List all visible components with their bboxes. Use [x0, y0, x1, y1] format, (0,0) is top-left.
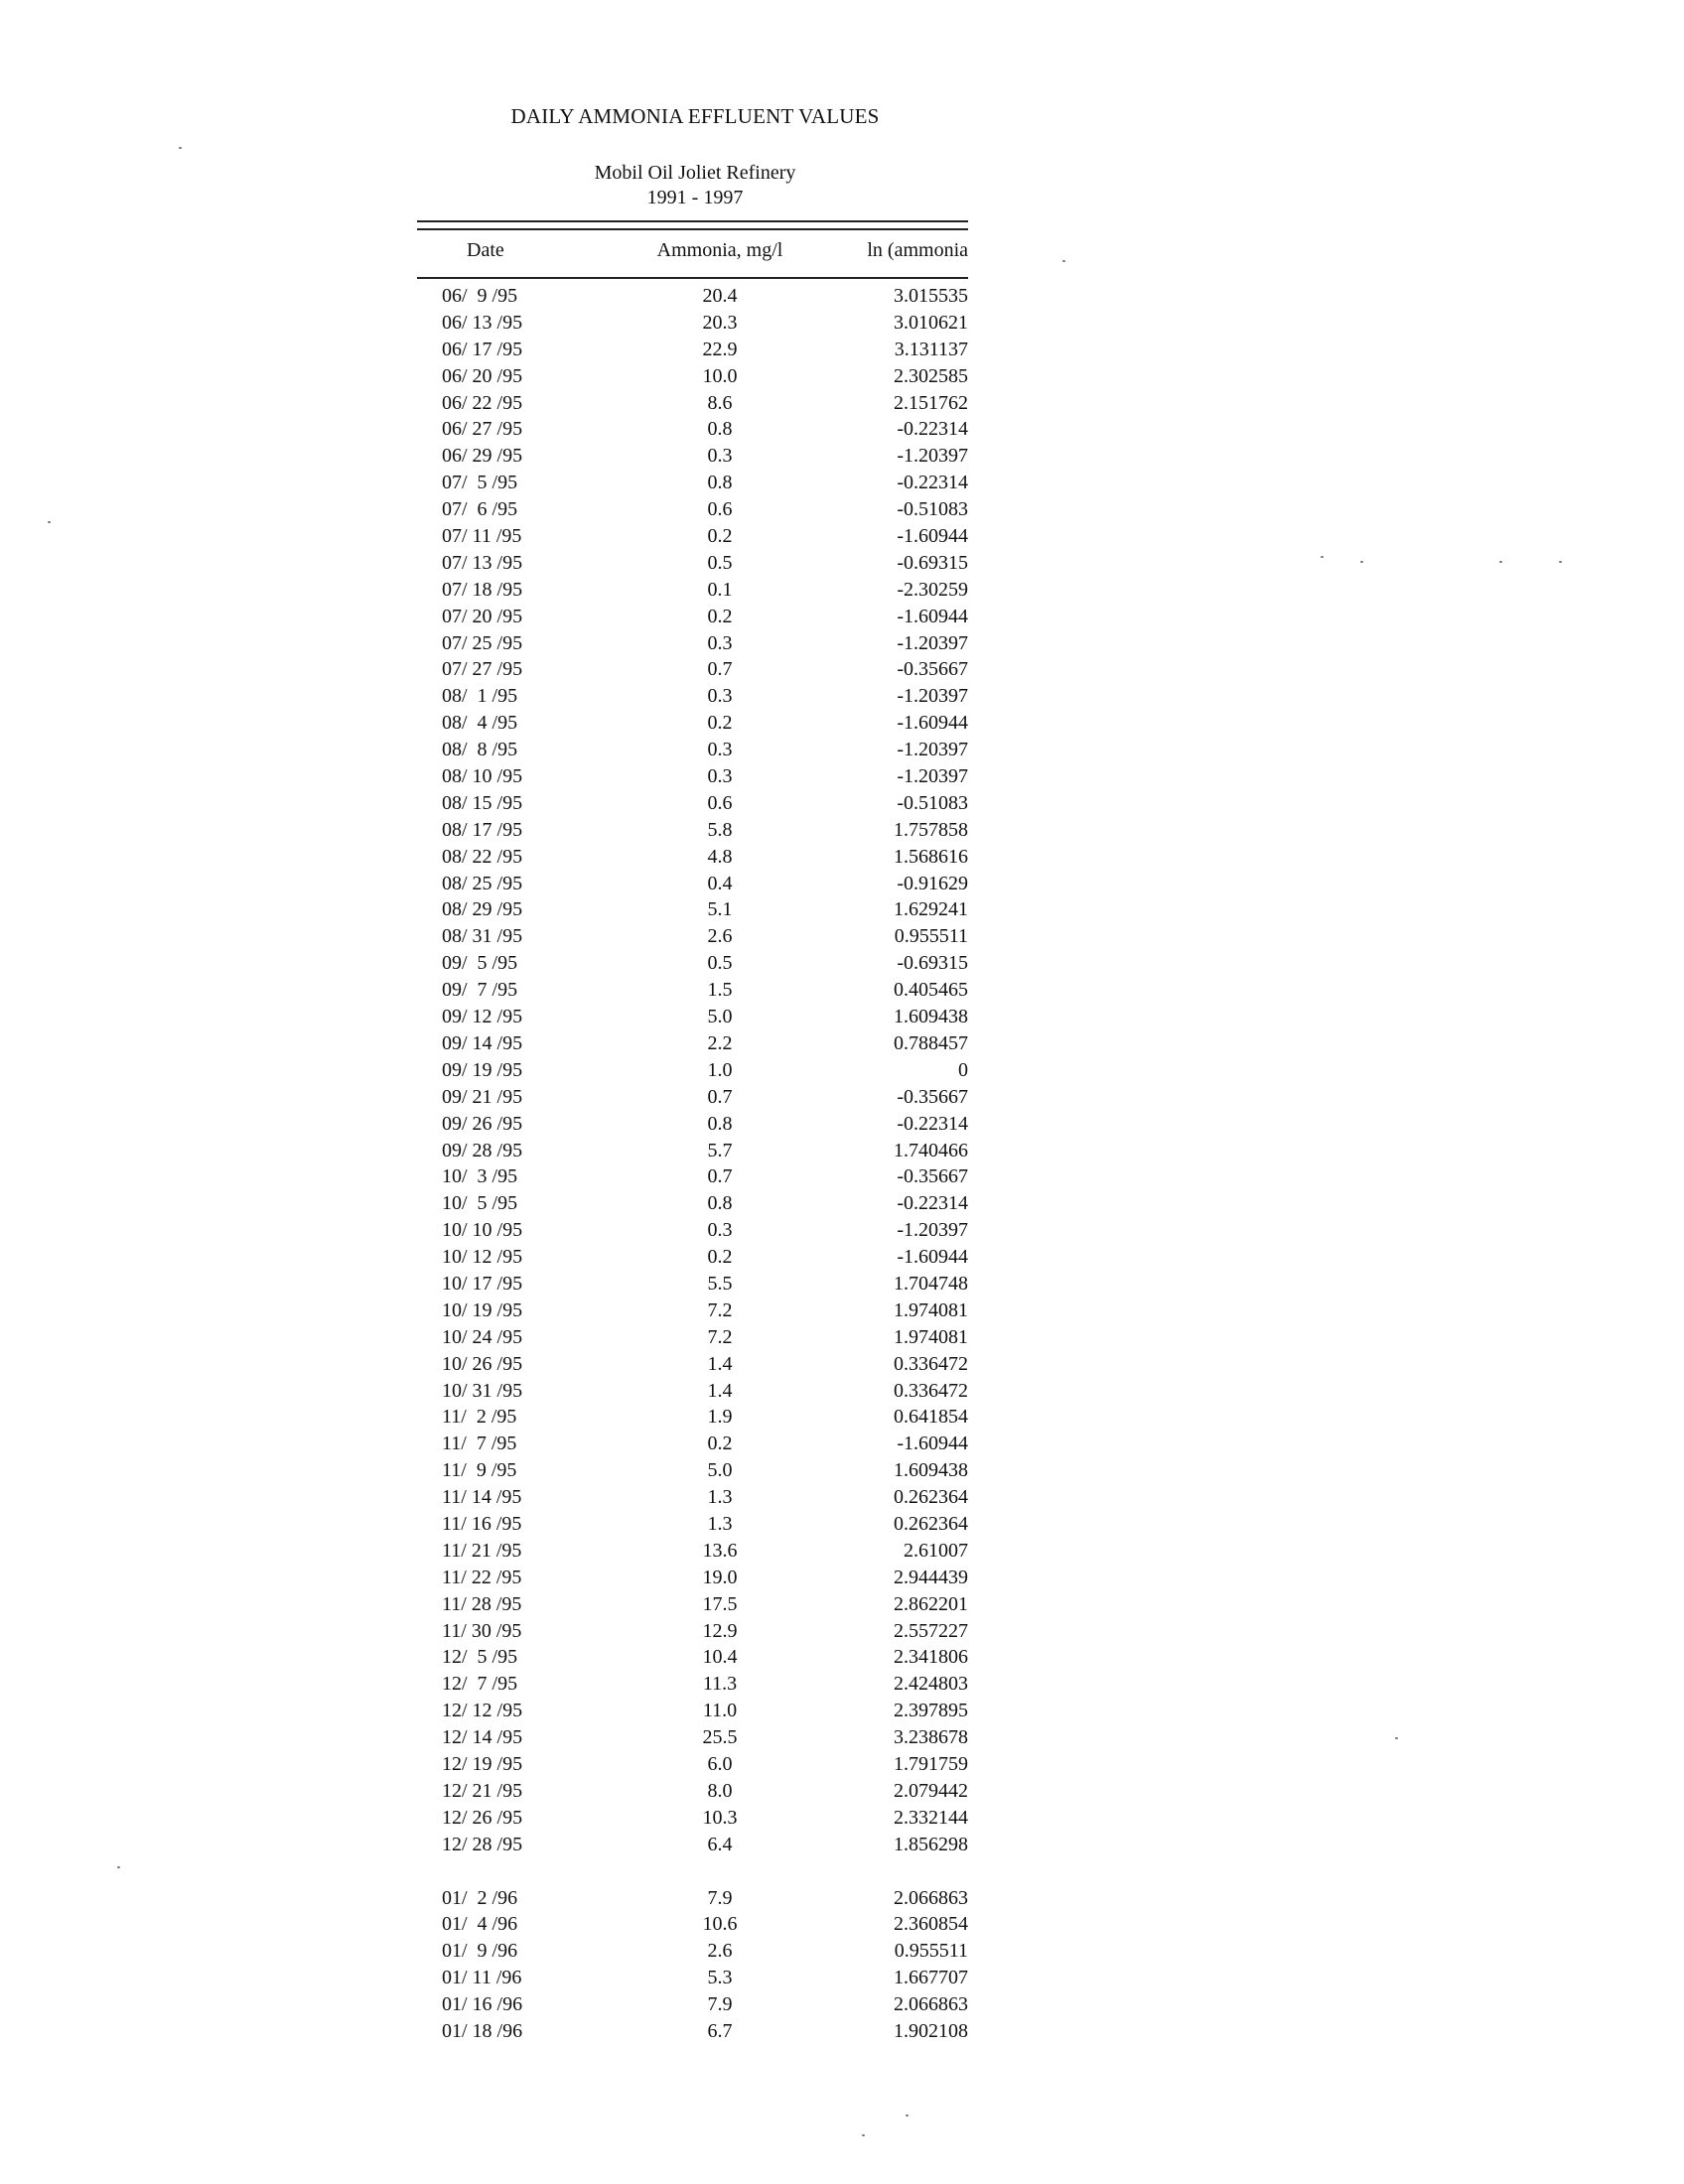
cell-ln-ammonia: 3.131137 [894, 338, 968, 360]
scan-speck [179, 147, 182, 149]
table-row [417, 1084, 968, 1111]
cell-ammonia: 0.7 [707, 658, 733, 681]
cell-date: 12/ 5 /95 [442, 1646, 518, 1669]
cell-ammonia: 6.7 [707, 2020, 733, 2042]
cell-ln-ammonia: -0.51083 [897, 498, 968, 521]
cell-date: 10/ 26 /95 [442, 1352, 523, 1375]
cell-ln-ammonia: 2.424803 [894, 1673, 968, 1696]
scan-speck [1062, 260, 1065, 262]
cell-ln-ammonia: 0.641854 [894, 1406, 968, 1429]
cell-ammonia: 1.4 [707, 1352, 733, 1375]
cell-ln-ammonia: 1.974081 [894, 1298, 968, 1321]
subtitle-refinery: Mobil Oil Joliet Refinery [594, 162, 796, 184]
cell-ammonia: 0.3 [707, 1219, 733, 1242]
cell-date: 12/ 12 /95 [442, 1700, 523, 1722]
table-row [417, 1484, 968, 1511]
cell-date: 10/ 12 /95 [442, 1246, 523, 1269]
table-row [417, 1190, 968, 1217]
cell-ammonia: 17.5 [702, 1592, 738, 1615]
table-row [417, 523, 968, 550]
cell-ln-ammonia: 1.856298 [894, 1833, 968, 1855]
cell-ammonia: 11.3 [702, 1673, 738, 1696]
cell-date: 07/ 20 /95 [442, 605, 523, 627]
cell-ammonia: 22.9 [702, 338, 738, 360]
cell-date: 11/ 2 /95 [442, 1406, 517, 1429]
cell-date: 12/ 14 /95 [442, 1726, 523, 1749]
cell-ln-ammonia: 0.262364 [894, 1486, 968, 1509]
table-row [417, 390, 968, 417]
cell-ammonia: 10.6 [702, 1913, 738, 1936]
table-row [417, 1965, 968, 1991]
cell-ln-ammonia: 0 [958, 1058, 968, 1081]
cell-ammonia: 6.0 [707, 1752, 733, 1775]
cell-ammonia: 4.8 [707, 845, 733, 868]
cell-ln-ammonia: 2.151762 [894, 391, 968, 414]
table-row [417, 1805, 968, 1832]
cell-ln-ammonia: -0.22314 [897, 472, 968, 494]
table-row [417, 1457, 968, 1484]
table-row [417, 1565, 968, 1591]
cell-ln-ammonia: -0.22314 [897, 1112, 968, 1135]
scan-speck [862, 2134, 865, 2136]
table-row [417, 550, 968, 577]
cell-ammonia: 0.3 [707, 685, 733, 708]
cell-ammonia: 1.3 [707, 1512, 733, 1535]
cell-ammonia: 8.0 [707, 1779, 733, 1802]
cell-date: 07/ 11 /95 [442, 525, 522, 548]
table-row [417, 1591, 968, 1618]
cell-date: 12/ 21 /95 [442, 1779, 523, 1802]
cell-ammonia: 2.6 [707, 1940, 733, 1963]
cell-date: 08/ 25 /95 [442, 872, 523, 894]
table-row [417, 1297, 968, 1324]
cell-date: 12/ 7 /95 [442, 1673, 518, 1696]
cell-date: 08/ 17 /95 [442, 818, 523, 841]
table-row [417, 844, 968, 871]
cell-ln-ammonia: 2.341806 [894, 1646, 968, 1669]
cell-ln-ammonia: 3.015535 [894, 285, 968, 307]
cell-ammonia: 0.3 [707, 739, 733, 761]
cell-ammonia: 0.8 [707, 418, 733, 441]
cell-ammonia: 0.2 [707, 712, 733, 735]
table-row [417, 1751, 968, 1778]
cell-date: 01/ 4 /96 [442, 1913, 518, 1936]
scan-speck [1559, 561, 1562, 563]
scan-speck [1321, 556, 1324, 558]
cell-ln-ammonia: -1.20397 [897, 765, 968, 788]
cell-ln-ammonia: 2.066863 [894, 1886, 968, 1909]
cell-date: 06/ 22 /95 [442, 391, 523, 414]
cell-ln-ammonia: 2.397895 [894, 1700, 968, 1722]
page-subtitle [496, 161, 894, 210]
table-row [417, 1138, 968, 1164]
cell-date: 06/ 29 /95 [442, 445, 523, 468]
cell-date: 09/ 7 /95 [442, 979, 518, 1002]
cell-ammonia: 10.3 [702, 1806, 738, 1829]
cell-ammonia: 2.2 [707, 1031, 733, 1054]
cell-ln-ammonia: 2.066863 [894, 1993, 968, 2016]
table-row [417, 1271, 968, 1297]
cell-ln-ammonia: -1.60944 [897, 525, 968, 548]
cell-ln-ammonia: 1.629241 [894, 898, 968, 921]
cell-ammonia: 0.2 [707, 1433, 733, 1455]
cell-date: 09/ 12 /95 [442, 1006, 523, 1028]
scan-speck [117, 1866, 120, 1868]
cell-ln-ammonia: -1.60944 [897, 712, 968, 735]
cell-date: 09/ 26 /95 [442, 1112, 523, 1135]
table-row [417, 1991, 968, 2018]
scan-speck [1499, 561, 1502, 563]
cell-ln-ammonia: -1.60944 [897, 1246, 968, 1269]
scan-speck [1395, 1737, 1398, 1739]
cell-ln-ammonia: -0.22314 [897, 418, 968, 441]
cell-date: 11/ 22 /95 [442, 1566, 522, 1588]
cell-date: 08/ 4 /95 [442, 712, 518, 735]
cell-date: 12/ 28 /95 [442, 1833, 523, 1855]
cell-ln-ammonia: 1.704748 [894, 1272, 968, 1295]
cell-date: 08/ 8 /95 [442, 739, 518, 761]
cell-date: 10/ 17 /95 [442, 1272, 523, 1295]
cell-date: 10/ 3 /95 [442, 1165, 518, 1188]
cell-ln-ammonia: 0.955511 [894, 1940, 968, 1963]
cell-ammonia: 5.0 [707, 1459, 733, 1482]
cell-ln-ammonia: -2.30259 [897, 578, 968, 601]
cell-ammonia: 11.0 [702, 1700, 738, 1722]
cell-ammonia: 5.5 [707, 1272, 733, 1295]
table-row [417, 950, 968, 977]
cell-date: 07/ 6 /95 [442, 498, 518, 521]
table-row [417, 443, 968, 470]
table-row [417, 363, 968, 390]
cell-ln-ammonia: -1.60944 [897, 605, 968, 627]
cell-date: 08/ 15 /95 [442, 791, 523, 814]
column-header-ln: ln (ammonia [867, 239, 968, 261]
table-row [417, 1217, 968, 1244]
cell-ammonia: 0.8 [707, 1112, 733, 1135]
cell-ln-ammonia: -0.22314 [897, 1192, 968, 1215]
cell-ln-ammonia: 1.902108 [894, 2020, 968, 2042]
table-row [417, 1004, 968, 1030]
table-row [417, 1378, 968, 1405]
cell-ln-ammonia: 2.944439 [894, 1566, 968, 1588]
table-row [417, 1724, 968, 1751]
table-row [417, 1057, 968, 1084]
cell-ammonia: 1.9 [707, 1406, 733, 1429]
cell-ln-ammonia: 0.262364 [894, 1512, 968, 1535]
cell-ammonia: 0.7 [707, 1165, 733, 1188]
cell-date: 12/ 26 /95 [442, 1806, 523, 1829]
table-row [417, 1030, 968, 1057]
cell-date: 07/ 25 /95 [442, 631, 523, 654]
cell-ammonia: 10.0 [702, 364, 738, 387]
cell-date: 10/ 10 /95 [442, 1219, 523, 1242]
table-row [417, 283, 968, 310]
cell-date: 07/ 27 /95 [442, 658, 523, 681]
table-row [417, 1431, 968, 1457]
scan-speck [48, 521, 51, 523]
table-row [417, 630, 968, 657]
table-row [417, 871, 968, 897]
table-row [417, 977, 968, 1004]
cell-ln-ammonia: 2.332144 [894, 1806, 968, 1829]
cell-date: 10/ 19 /95 [442, 1298, 523, 1321]
cell-ammonia: 19.0 [702, 1566, 738, 1588]
cell-ammonia: 0.1 [707, 578, 733, 601]
table-row [417, 1911, 968, 1938]
cell-ln-ammonia: -1.20397 [897, 1219, 968, 1242]
table-row [417, 496, 968, 523]
table-header [417, 239, 968, 269]
cell-date: 08/ 10 /95 [442, 765, 523, 788]
table-row [417, 710, 968, 737]
cell-date: 01/ 2 /96 [442, 1886, 518, 1909]
table-row [417, 896, 968, 923]
table-row [417, 817, 968, 844]
cell-ammonia: 5.7 [707, 1139, 733, 1161]
table-row [417, 1778, 968, 1805]
cell-date: 06/ 27 /95 [442, 418, 523, 441]
table-row [417, 1698, 968, 1724]
cell-ammonia: 8.6 [707, 391, 733, 414]
cell-date: 11/ 30 /95 [442, 1619, 522, 1642]
cell-ln-ammonia: 2.862201 [894, 1592, 968, 1615]
cell-ln-ammonia: 0.336472 [894, 1352, 968, 1375]
cell-ln-ammonia: 1.757858 [894, 818, 968, 841]
cell-ammonia: 12.9 [702, 1619, 738, 1642]
column-header-date: Date [467, 239, 504, 261]
cell-ammonia: 5.1 [707, 898, 733, 921]
cell-ln-ammonia: 2.302585 [894, 364, 968, 387]
cell-ammonia: 5.8 [707, 818, 733, 841]
cell-ammonia: 6.4 [707, 1833, 733, 1855]
cell-ammonia: 0.8 [707, 1192, 733, 1215]
cell-ln-ammonia: 2.079442 [894, 1779, 968, 1802]
cell-date: 09/ 14 /95 [442, 1031, 523, 1054]
cell-ln-ammonia: -1.20397 [897, 739, 968, 761]
cell-ammonia: 20.3 [702, 311, 738, 334]
cell-ln-ammonia: 2.557227 [894, 1619, 968, 1642]
cell-ammonia: 25.5 [702, 1726, 738, 1749]
cell-date: 08/ 1 /95 [442, 685, 518, 708]
cell-ln-ammonia: 1.974081 [894, 1325, 968, 1348]
cell-ln-ammonia: 1.609438 [894, 1006, 968, 1028]
table-row [417, 577, 968, 604]
cell-ammonia: 20.4 [702, 285, 738, 307]
table-row [417, 1111, 968, 1138]
table-row [417, 737, 968, 763]
cell-ammonia: 0.6 [707, 791, 733, 814]
cell-ammonia: 0.6 [707, 498, 733, 521]
cell-ln-ammonia: 0.405465 [894, 979, 968, 1002]
cell-date: 09/ 19 /95 [442, 1058, 523, 1081]
cell-ln-ammonia: -0.91629 [897, 872, 968, 894]
cell-ln-ammonia: 3.238678 [894, 1726, 968, 1749]
cell-ln-ammonia: -0.35667 [897, 1085, 968, 1108]
cell-ammonia: 2.6 [707, 925, 733, 948]
cell-date: 06/ 9 /95 [442, 285, 518, 307]
column-header-ammonia: Ammonia, mg/l [656, 239, 783, 261]
table-row [417, 416, 968, 443]
cell-date: 08/ 31 /95 [442, 925, 523, 948]
cell-date: 11/ 21 /95 [442, 1539, 522, 1562]
cell-date: 07/ 18 /95 [442, 578, 523, 601]
page-title: DAILY AMMONIA EFFLUENT VALUES [510, 104, 880, 128]
cell-ln-ammonia: 0.336472 [894, 1379, 968, 1402]
cell-ln-ammonia: 0.955511 [894, 925, 968, 948]
cell-date: 11/ 28 /95 [442, 1592, 522, 1615]
table-row [417, 1324, 968, 1351]
cell-ammonia: 10.4 [702, 1646, 738, 1669]
cell-ln-ammonia: 3.010621 [894, 311, 968, 334]
cell-ln-ammonia: 1.568616 [894, 845, 968, 868]
cell-ln-ammonia: 1.609438 [894, 1459, 968, 1482]
table-row [417, 1244, 968, 1271]
cell-date: 08/ 22 /95 [442, 845, 523, 868]
table-row [417, 1163, 968, 1190]
cell-date: 09/ 28 /95 [442, 1139, 523, 1161]
table-row [417, 1671, 968, 1698]
table-row [417, 656, 968, 683]
cell-ammonia: 0.3 [707, 765, 733, 788]
table-row [417, 2018, 968, 2045]
cell-date: 10/ 24 /95 [442, 1325, 523, 1348]
table-row [417, 1885, 968, 1912]
cell-ln-ammonia: -0.69315 [897, 551, 968, 574]
cell-ammonia: 1.4 [707, 1379, 733, 1402]
cell-ammonia: 0.4 [707, 872, 733, 894]
cell-ammonia: 1.5 [707, 979, 733, 1002]
cell-ln-ammonia: 0.788457 [894, 1031, 968, 1054]
cell-ammonia: 0.7 [707, 1085, 733, 1108]
cell-ln-ammonia: -1.20397 [897, 631, 968, 654]
cell-ln-ammonia: -0.69315 [897, 952, 968, 975]
cell-ln-ammonia: 2.61007 [904, 1539, 968, 1562]
cell-ln-ammonia: 1.667707 [894, 1967, 968, 1989]
cell-ammonia: 13.6 [702, 1539, 738, 1562]
cell-date: 11/ 7 /95 [442, 1433, 517, 1455]
cell-date: 09/ 5 /95 [442, 952, 518, 975]
cell-ammonia: 0.5 [707, 952, 733, 975]
cell-date: 06/ 17 /95 [442, 338, 523, 360]
cell-date: 07/ 13 /95 [442, 551, 523, 574]
table-row [417, 337, 968, 363]
cell-ammonia: 0.2 [707, 525, 733, 548]
cell-ammonia: 7.9 [707, 1993, 733, 2016]
cell-ln-ammonia: -1.20397 [897, 685, 968, 708]
cell-ammonia: 5.3 [707, 1967, 733, 1989]
cell-ammonia: 1.3 [707, 1486, 733, 1509]
table-row [417, 604, 968, 630]
table-top-rule [417, 220, 968, 230]
table-row [417, 310, 968, 337]
cell-ammonia: 0.2 [707, 605, 733, 627]
table-row [417, 1644, 968, 1671]
table-row [417, 1618, 968, 1645]
cell-ammonia: 7.9 [707, 1886, 733, 1909]
cell-date: 11/ 9 /95 [442, 1459, 517, 1482]
table-row [417, 1938, 968, 1965]
table-row [417, 763, 968, 790]
table-header-rule [417, 277, 968, 279]
cell-date: 11/ 14 /95 [442, 1486, 522, 1509]
table-row [417, 1404, 968, 1431]
cell-ln-ammonia: -0.51083 [897, 791, 968, 814]
table-row [417, 1511, 968, 1538]
cell-date: 01/ 9 /96 [442, 1940, 518, 1963]
cell-date: 01/ 16 /96 [442, 1993, 523, 2016]
subtitle-years: 1991 - 1997 [646, 187, 744, 208]
scan-speck [1360, 561, 1363, 563]
table-row [417, 1832, 968, 1858]
cell-ammonia: 0.2 [707, 1246, 733, 1269]
cell-date: 08/ 29 /95 [442, 898, 523, 921]
cell-ln-ammonia: 2.360854 [894, 1913, 968, 1936]
cell-ammonia: 1.0 [707, 1058, 733, 1081]
cell-ln-ammonia: 1.791759 [894, 1752, 968, 1775]
cell-ln-ammonia: -0.35667 [897, 1165, 968, 1188]
cell-ammonia: 0.3 [707, 631, 733, 654]
cell-date: 12/ 19 /95 [442, 1752, 523, 1775]
scan-speck [906, 2115, 909, 2116]
cell-ammonia: 5.0 [707, 1006, 733, 1028]
cell-date: 10/ 5 /95 [442, 1192, 518, 1215]
cell-ammonia: 7.2 [707, 1298, 733, 1321]
cell-ln-ammonia: -0.35667 [897, 658, 968, 681]
cell-ln-ammonia: -1.20397 [897, 445, 968, 468]
cell-date: 01/ 18 /96 [442, 2020, 523, 2042]
cell-date: 01/ 11 /96 [442, 1967, 522, 1989]
cell-date: 10/ 31 /95 [442, 1379, 523, 1402]
cell-date: 06/ 20 /95 [442, 364, 523, 387]
table-row [417, 790, 968, 817]
cell-ln-ammonia: -1.60944 [897, 1433, 968, 1455]
cell-date: 07/ 5 /95 [442, 472, 518, 494]
cell-ammonia: 0.5 [707, 551, 733, 574]
table-row [417, 1538, 968, 1565]
cell-date: 06/ 13 /95 [442, 311, 523, 334]
cell-ln-ammonia: 1.740466 [894, 1139, 968, 1161]
cell-ammonia: 0.8 [707, 472, 733, 494]
cell-date: 11/ 16 /95 [442, 1512, 522, 1535]
cell-date: 09/ 21 /95 [442, 1085, 523, 1108]
table-row [417, 1351, 968, 1378]
data-table [417, 283, 968, 2045]
table-row [417, 683, 968, 710]
cell-ammonia: 7.2 [707, 1325, 733, 1348]
table-row [417, 470, 968, 496]
cell-ammonia: 0.3 [707, 445, 733, 468]
table-row [417, 923, 968, 950]
